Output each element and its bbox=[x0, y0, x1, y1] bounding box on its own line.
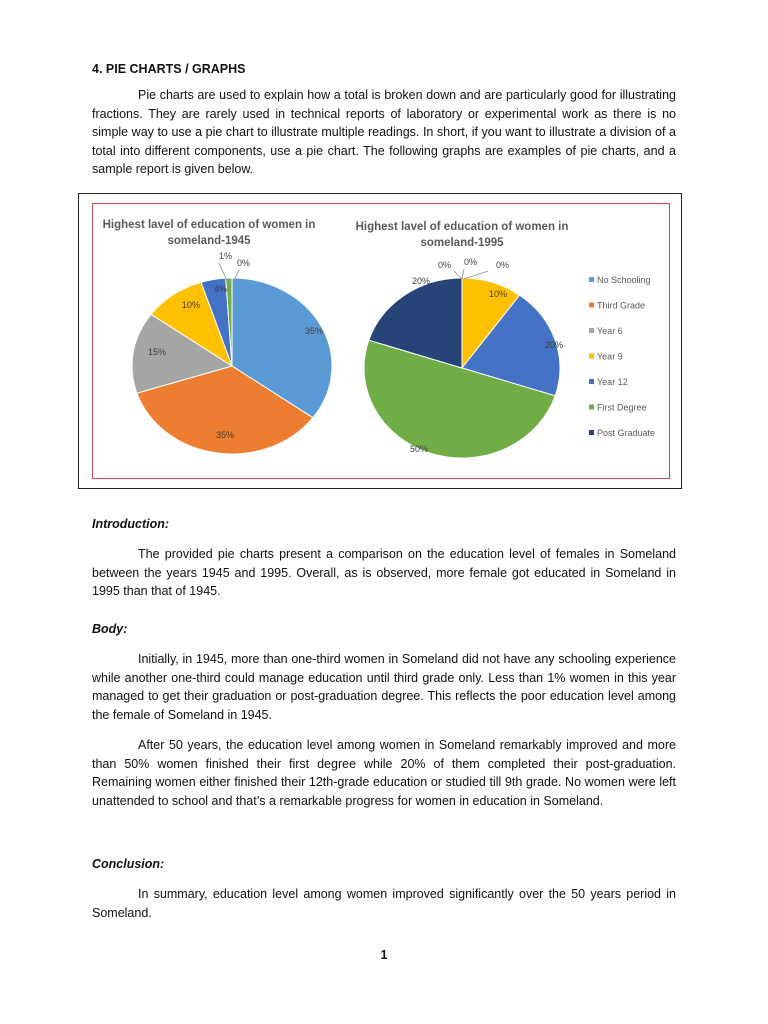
data-label-year-9: 10% bbox=[489, 289, 508, 299]
legend-swatch-first-degree bbox=[589, 405, 594, 410]
data-label-no-schooling: 35% bbox=[305, 326, 324, 336]
pie-chart-1995 bbox=[356, 221, 569, 458]
data-label-post-graduate: 20% bbox=[412, 276, 431, 286]
legend-label-post-graduate: Post Graduate bbox=[597, 428, 656, 438]
section-title: 4. PIE CHARTS / GRAPHS bbox=[92, 62, 246, 76]
chart-legend bbox=[589, 275, 655, 438]
pie-charts-figure bbox=[92, 203, 670, 479]
data-label-year-6: 0% bbox=[496, 260, 510, 270]
data-label-third-grade: 0% bbox=[464, 257, 478, 267]
leader-line bbox=[462, 269, 464, 279]
data-label-post-graduate: 0% bbox=[237, 258, 251, 268]
legend-swatch-year-12 bbox=[589, 379, 594, 384]
leader-line bbox=[464, 271, 488, 279]
legend-label-year-12: Year 12 bbox=[597, 377, 628, 387]
legend-swatch-third-grade bbox=[589, 303, 594, 308]
conclusion-paragraph: In summary, education level among women improved significantly over the 50 years period in Someland. bbox=[92, 887, 676, 920]
legend-swatch-post-graduate bbox=[589, 430, 594, 435]
pie-chart-1945 bbox=[103, 219, 332, 454]
conclusion-heading: Conclusion: bbox=[92, 857, 165, 871]
chart-1945-title-line2: someland-1945 bbox=[167, 235, 251, 247]
body-paragraph-1: Initially, in 1945, more than one-third women in Someland did not have any schooling experience while another one-third could manage education until third grade only. Less than 1% women in this year managed to get their graduation or post-graduation degree. This reflects the poor education level among the female of Someland in 1945. bbox=[92, 652, 676, 722]
introduction-heading: Introduction: bbox=[92, 517, 170, 531]
data-label-year-6: 15% bbox=[148, 347, 167, 357]
data-label-third-grade: 35% bbox=[216, 430, 235, 440]
page-number: 1 bbox=[380, 948, 388, 962]
data-label-year-9: 10% bbox=[182, 300, 201, 310]
chart-1995-title-line1: Highest lavel of education of women in bbox=[355, 221, 569, 233]
data-label-no-schooling: 0% bbox=[438, 260, 452, 270]
data-label-year-12: 4% bbox=[214, 284, 228, 294]
legend-swatch-year-9 bbox=[589, 354, 594, 359]
chart-1945-title-line1: Highest lavel of education of women in bbox=[102, 219, 316, 231]
introduction-paragraph: The provided pie charts present a comparison on the education level of females in Someland between the years 1945 and 1995. Overall, as is observed, more female got educated in Someland in 1995 than that of 1945. bbox=[92, 547, 676, 598]
legend-label-no-schooling: No Schooling bbox=[597, 275, 651, 285]
legend-swatch-year-6 bbox=[589, 328, 594, 333]
legend-label-first-degree: First Degree bbox=[597, 402, 647, 413]
legend-label-third-grade: Third Grade bbox=[597, 300, 646, 311]
body-heading: Body: bbox=[92, 622, 128, 636]
body-paragraph-2: After 50 years, the education level among women in Someland remarkably improved and more than 50% women finished their first degree while 20% of them completed their post-graduation. Remaining women either finished their 12th-grade education or studied till 9th grade. No women were left unattended to school and that’s a remarkable progress for women in education in Someland. bbox=[92, 738, 676, 808]
data-label-year-12: 20% bbox=[545, 340, 564, 350]
legend-label-year-9: Year 9 bbox=[597, 351, 623, 362]
chart-1995-title-line2: someland-1995 bbox=[420, 237, 504, 249]
legend-label-year-6: Year 6 bbox=[597, 326, 623, 336]
data-label-first-degree: 1% bbox=[219, 251, 233, 261]
legend-swatch-no-schooling bbox=[589, 277, 594, 282]
intro-paragraph: Pie charts are used to explain how a total is broken down and are particularly good for illustrating fractions. They are rarely used in technical reports of laboratory or experimental work as there is no simple way to use a pie chart to illustrate multiple readings. In short, if you want to illustrate a division of a total into different components, use a pie chart. The following graphs are examples of pie charts, and a sample report is given below. bbox=[92, 88, 676, 176]
data-label-first-degree: 50% bbox=[410, 444, 429, 454]
